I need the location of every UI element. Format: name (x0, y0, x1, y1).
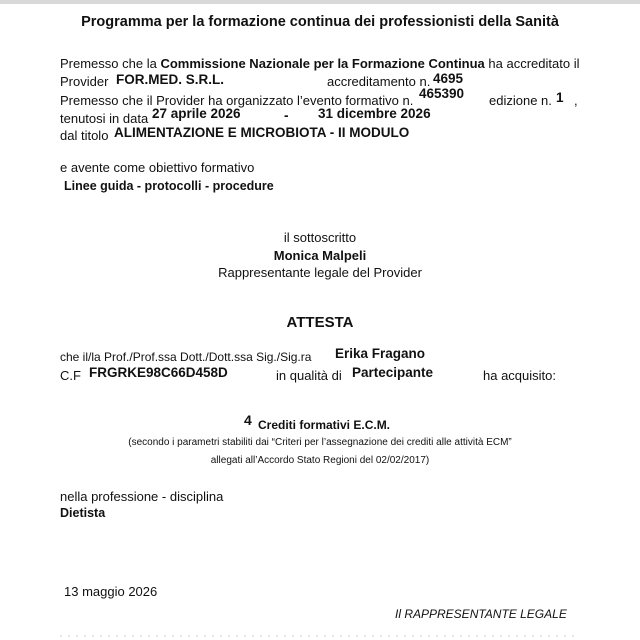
signatory-label: il sottoscritto (283, 230, 357, 245)
issue-date: 13 maggio 2026 (64, 584, 158, 599)
provider-label: Provider (60, 74, 109, 89)
title-label: dal titolo (60, 128, 109, 143)
quality-value: Partecipante (352, 365, 434, 380)
bottom-dotted-border (60, 634, 580, 638)
premise-line-1 (60, 56, 579, 72)
profession-label: nella professione - disciplina (60, 489, 224, 504)
person-label: che il/la Prof./Prof.ssa Dott./Dott.ssa Sig./Sig.ra (60, 350, 312, 364)
start-date: 27 aprile 2026 (152, 106, 241, 121)
credits-note-1: (secondo i parametri stabiliti dai “Criteri per l’assegnazione dei crediti alle attività ECM” (128, 437, 512, 448)
objective-label: e avente come obiettivo formativo (60, 160, 255, 175)
accreditation-number: 4695 (433, 71, 464, 86)
edition-number: 1 (556, 90, 564, 105)
provider-name: FOR.MED. S.R.L. (116, 72, 224, 87)
person-name: Erika Fragano (335, 346, 426, 361)
date-separator: - (284, 108, 289, 123)
dates-label: tenutosi in data (60, 111, 149, 126)
premise-1-prefix: Premesso che la (60, 56, 157, 71)
premise-2-prefix: Premesso che il Provider ha organizzato l’evento formativo n. (60, 93, 414, 108)
event-number: 465390 (419, 86, 465, 101)
cf-value: FRGRKE98C66D458D (89, 365, 228, 380)
quality-label: in qualità di (276, 368, 342, 383)
commission-name: Commissione Nazionale per la Formazione Continua (160, 56, 485, 71)
edition-comma: , (574, 93, 578, 108)
end-date: 31 dicembre 2026 (318, 106, 431, 121)
premise-1-suffix: ha accreditato il (488, 56, 580, 71)
credits-note-2: allegati all’Accordo Stato Regioni del 02/02/2017) (210, 455, 430, 466)
attestation-heading: ATTESTA (286, 314, 354, 331)
accreditation-label: accreditamento n. (327, 74, 431, 89)
credits-label: Crediti formativi E.C.M. (258, 418, 391, 432)
objective-value: Linee guida - protocolli - procedure (64, 179, 274, 193)
signatory-name: Monica Malpeli (273, 248, 367, 263)
event-title: ALIMENTAZIONE E MICROBIOTA - II MODULO (114, 125, 410, 140)
signature-label: Il RAPPRESENTANTE LEGALE (395, 607, 567, 621)
signatory-role: Rappresentante legale del Provider (218, 265, 422, 280)
page-title: Programma per la formazione continua dei professionisti della Sanità (81, 14, 559, 30)
cf-label: C.F (60, 368, 81, 383)
top-border (0, 0, 640, 4)
profession-value: Dietista (60, 506, 106, 520)
edition-label: edizione n. (489, 93, 552, 108)
credits-number: 4 (244, 412, 252, 428)
acquired-label: ha acquisito: (483, 368, 556, 383)
